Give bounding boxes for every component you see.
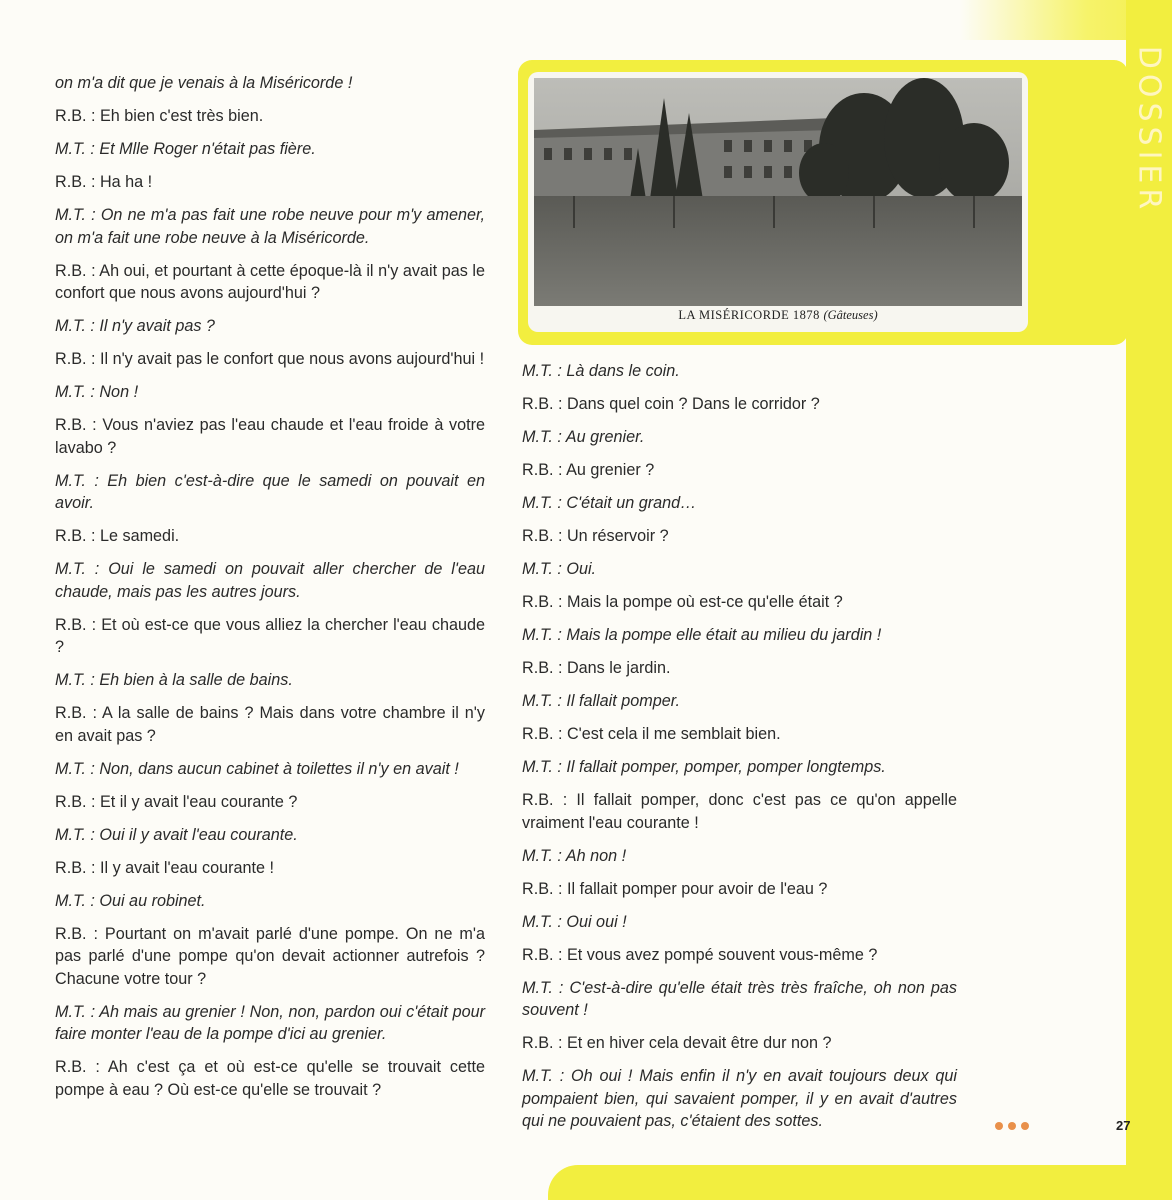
section-label: DOSSIER (1131, 45, 1167, 215)
photo-caption (528, 308, 1028, 323)
left-text-column (55, 72, 485, 1112)
dialogue-line: M.T. : Non, dans aucun cabinet à toilettes il n'y en avait ! (55, 759, 459, 778)
dialogue-line: R.B. : Un réservoir ? (522, 527, 669, 545)
dialogue-line: R.B. : Eh bien c'est très bien. (55, 107, 264, 125)
dialogue-line: R.B. : Ah c'est ça et où est-ce qu'elle se trouvait cette pompe à eau ? Où est-ce qu'elle se trouvait ? (55, 1058, 485, 1099)
dialogue-line: M.T. : Eh bien à la salle de bains. (55, 671, 293, 689)
bottom-yellow-band (548, 1165, 1172, 1200)
decorative-dots-icon (995, 1117, 1045, 1129)
right-text-column (522, 360, 957, 1143)
dialogue-line: R.B. : Vous n'aviez pas l'eau chaude et l'eau froide à votre lavabo ? (55, 416, 485, 457)
dialogue-line: R.B. : Il y avait l'eau courante ! (55, 858, 275, 877)
dialogue-line: M.T. : Eh bien c'est-à-dire que le samedi on pouvait en avoir. (55, 471, 485, 512)
dialogue-line: M.T. : Oh oui ! Mais enfin il n'y en avait toujours deux qui pompaient bien, qui savaient pomper, il y en avait d'autres qui ne pouvaient pas, c'étaient des sottes. (522, 1067, 957, 1130)
page-number: 27 (1116, 1118, 1131, 1133)
photo-image (534, 78, 1022, 306)
dialogue-line: R.B. : Et où est-ce que vous alliez la chercher l'eau chaude ? (55, 615, 485, 656)
dialogue-line: R.B. : Ha ha ! (55, 173, 153, 191)
dialogue-line: M.T. : Mais la pompe elle était au milieu du jardin ! (522, 626, 882, 644)
dialogue-line: M.T. : Oui oui ! (522, 912, 627, 931)
dialogue-line: R.B. : Ah oui, et pourtant à cette époque-là il n'y avait pas le confort que nous avons aujourd'hui ? (55, 261, 485, 302)
dialogue-line: M.T. : Et Mlle Roger n'était pas fière. (55, 140, 316, 158)
dialogue-line: R.B. : Dans le jardin. (522, 659, 671, 677)
dialogue-line: M.T. : Oui il y avait l'eau courante. (55, 825, 298, 844)
dialogue-line: M.T. : Il n'y avait pas ? (55, 317, 215, 335)
photo-caption-main: LA MISÉRICORDE 1878 (678, 308, 820, 322)
dialogue-line: R.B. : A la salle de bains ? Mais dans votre chambre il n'y en avait pas ? (55, 704, 485, 745)
dialogue-line: M.T. : On ne m'a pas fait une robe neuve pour m'y amener, on m'a fait une robe neuve à la Miséricorde. (55, 206, 485, 247)
dialogue-line: M.T. : Là dans le coin. (522, 362, 680, 380)
dialogue-line: M.T. : Il fallait pomper. (522, 692, 681, 710)
dialogue-line: on m'a dit que je venais à la Miséricorde ! (55, 74, 353, 92)
dialogue-line: R.B. : Mais la pompe où est-ce qu'elle était ? (522, 593, 843, 611)
dialogue-line: M.T. : Ah non ! (522, 846, 627, 865)
dialogue-line: R.B. : Au grenier ? (522, 461, 655, 479)
dialogue-line: M.T. : C'est-à-dire qu'elle était très très fraîche, oh non pas souvent ! (522, 978, 957, 1019)
historical-photo (528, 72, 1028, 332)
dialogue-line: R.B. : Le samedi. (55, 527, 180, 545)
dialogue-line: R.B. : C'est cela il me semblait bien. (522, 725, 781, 743)
section-tab (1126, 30, 1172, 230)
dialogue-line: M.T. : Ah mais au grenier ! Non, non, pardon oui c'était pour faire monter l'eau de la pompe d'ici au grenier. (55, 1002, 485, 1043)
dialogue-line: R.B. : Il fallait pomper pour avoir de l'eau ? (522, 879, 828, 898)
photo-caption-sub: (Gâteuses) (823, 308, 878, 322)
dialogue-line: R.B. : Et il y avait l'eau courante ? (55, 792, 298, 811)
dialogue-line: M.T. : Au grenier. (522, 428, 645, 446)
dialogue-line: R.B. : Et en hiver cela devait être dur non ? (522, 1034, 832, 1052)
dialogue-line: M.T. : Oui au robinet. (55, 891, 206, 910)
dialogue-line: M.T. : Il fallait pomper, pomper, pomper longtemps. (522, 758, 886, 776)
dialogue-line: R.B. : Pourtant on m'avait parlé d'une pompe. On ne m'a pas parlé d'une pompe qu'on devait actionner autrefois ? Chacune votre tour ? (55, 924, 485, 988)
dialogue-line: R.B. : Et vous avez pompé souvent vous-même ? (522, 945, 878, 964)
dialogue-line: R.B. : Il n'y avait pas le confort que nous avons aujourd'hui ! (55, 350, 485, 368)
dialogue-line: M.T. : Oui le samedi on pouvait aller chercher de l'eau chaude, mais pas les autres jours. (55, 560, 485, 601)
dialogue-line: R.B. : Il fallait pomper, donc c'est pas ce qu'on appelle vraiment l'eau courante ! (522, 791, 957, 832)
dialogue-line: M.T. : C'était un grand… (522, 494, 697, 512)
dialogue-line: M.T. : Non ! (55, 383, 139, 401)
dialogue-line: R.B. : Dans quel coin ? Dans le corridor ? (522, 395, 820, 413)
dialogue-line: M.T. : Oui. (522, 560, 597, 578)
